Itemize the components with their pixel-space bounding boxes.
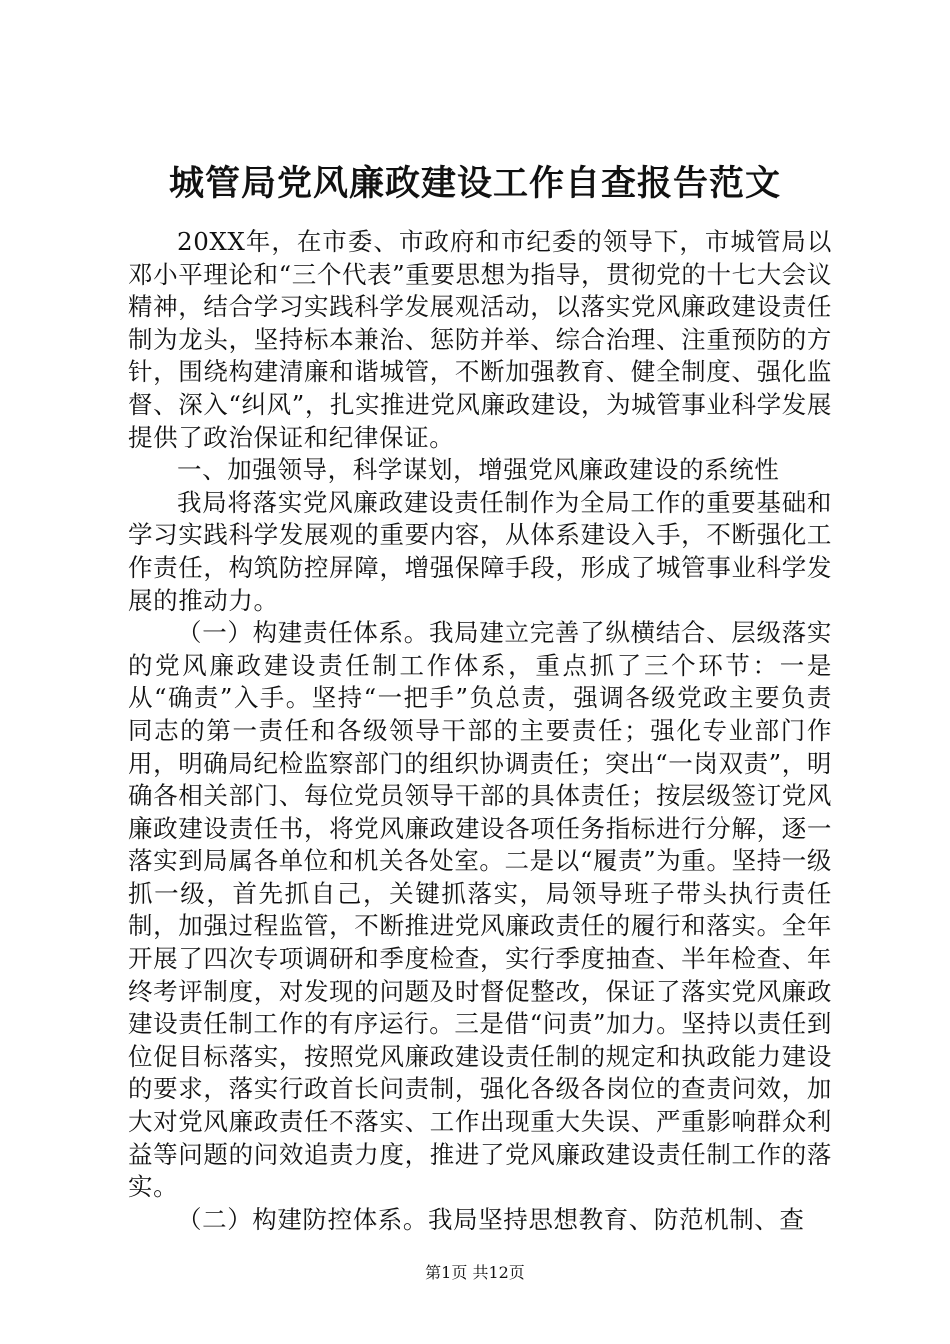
document-body — [128, 226, 832, 1236]
paragraph-prevention-system: （二）构建防控体系。我局坚持思想教育、防范机制、查 — [177, 1204, 805, 1234]
paragraph-section-1: 我局将落实党风廉政建设责任制作为全局工作的重要基础和学习实践科学发展观的重要内容，从体系建设入手，不断强化工作责任，构筑防控屏障，增强保障手段，形成了城管事业科学发展的推动力。 — [128, 487, 832, 615]
document-title: 城管局党风廉政建设工作自查报告范文 — [168, 163, 781, 204]
paragraph-intro: 20XX年，在市委、市政府和市纪委的领导下，市城管局以邓小平理论和“三个代表”重要思想为指导，贯彻党的十七大会议精神，结合学习实践科学发展观活动，以落实党风廉政建设责任制为龙头，坚持标本兼治、惩防并举、综合治理、注重预防的方针，围绕构建清廉和谐城管，不断加强教育、健全制度、强化监督、深入“纠风”，扎实推进党风廉政建设，为城管事业科学发展提供了政治保证和纪律保证。 — [128, 227, 832, 452]
page-number: 第1页 共12页 — [425, 1263, 525, 1282]
paragraph-responsibility-system: （一）构建责任体系。我局建立完善了纵横结合、层级落实的党风廉政建设责任制工作体系，重点抓了三个环节：一是从“确责”入手。坚持“一把手”负总责，强调各级党政主要负责同志的第一责任和各级领导干部的主要责任；强化专业部门作用，明确局纪检监察部门的组织协调责任；突出“一岗双责”，明确各相关部门、每位党员领导干部的具体责任；按层级签订党风廉政建设责任书，将党风廉政建设各项任务指标进行分解，逐一落实到局属各单位和机关各处室。二是以“履责”为重。坚持一级抓一级，首先抓自己，关键抓落实，局领导班子带头执行责任制，加强过程监管，不断推进党风廉政责任的履行和落实。全年开展了四次专项调研和季度检查，实行季度抽查、半年检查、年终考评制度，对发现的问题及时督促整改，保证了落实党风廉政建设责任制工作的有序运行。三是借“问责”加力。坚持以责任到位促目标落实，按照党风廉政建设责任制的规定和执政能力建设的要求，落实行政首长问责制，强化各级各岗位的查责问效，加大对党风廉政责任不落实、工作出现重大失误、严重影响群众利益等问题的问效追责力度，推进了党风廉政建设责任制工作的落实。 — [128, 618, 832, 1202]
section-heading-1: 一、加强领导，科学谋划，增强党风廉政建设的系统性 — [177, 455, 780, 485]
